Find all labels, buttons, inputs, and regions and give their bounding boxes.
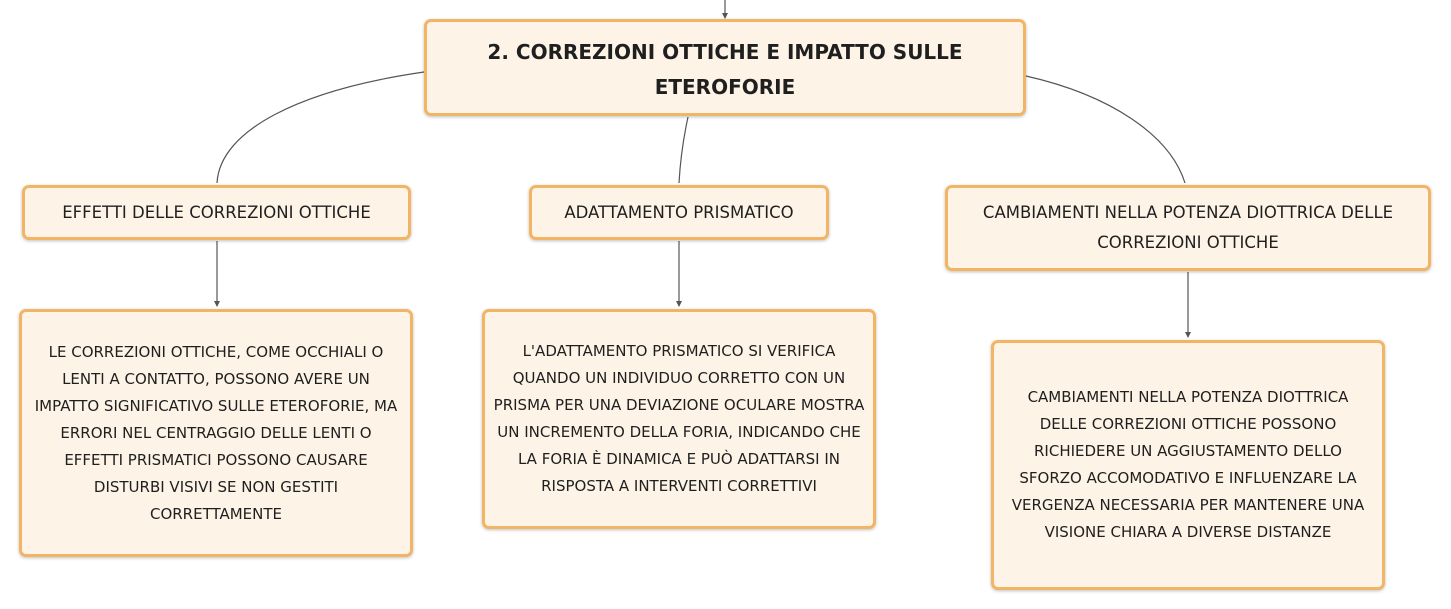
root-title-line-2: ETEROFORIE: [654, 74, 796, 99]
root-topic-node[interactable]: [424, 19, 1026, 116]
root-title-line-1: 2. CORREZIONI OTTICHE E IMPATTO SULLE: [487, 39, 963, 64]
detail-node-cambiamenti-potenza[interactable]: [991, 340, 1385, 590]
branch-node-adattamento-prismatico[interactable]: [529, 185, 829, 240]
detail-node-effetti-correzioni[interactable]: [19, 309, 413, 557]
connector-root-to-effetti: [217, 72, 424, 183]
connector-root-to-adattamento: [679, 117, 688, 183]
detail-node-adattamento-prismatico[interactable]: [482, 309, 876, 529]
branch-label: ADATTAMENTO PRISMATICO: [564, 202, 794, 222]
branch-label: EFFETTI DELLE CORREZIONI OTTICHE: [62, 202, 371, 222]
detail-text: L'ADATTAMENTO PRISMATICO SI VERIFICA QUANDO UN INDIVIDUO CORRETTO CON UN PRISMA PER UNA DEVIAZIONE OCULARE MOSTRA UN INCREMENTO DELLA FORIA, INDICANDO CHE LA FORIA È DINAMICA E PUÒ ADATTARSI IN RISPOSTA A INTERVENTI CORRETTIVI: [493, 342, 865, 495]
connector-root-to-cambiamenti: [1026, 76, 1185, 183]
branch-node-cambiamenti-potenza[interactable]: [945, 185, 1431, 271]
branch-label: CAMBIAMENTI NELLA POTENZA DIOTTRICA DELLE CORREZIONI OTTICHE: [982, 203, 1394, 252]
detail-text: LE CORREZIONI OTTICHE, COME OCCHIALI O LENTI A CONTATTO, POSSONO AVERE UN IMPATTO SIGNIFICATIVO SULLE ETEROFORIE, MA ERRORI NEL CENTRAGGIO DELLE LENTI O EFFETTI PRISMATICI POSSONO CAUSARE DISTURBI VISIVI SE NON GESTITI CORRETTAMENTE: [34, 342, 398, 523]
branch-node-effetti-correzioni[interactable]: [22, 185, 411, 240]
root-topic-title: [487, 35, 962, 105]
detail-text: CAMBIAMENTI NELLA POTENZA DIOTTRICA DELLE CORREZIONI OTTICHE POSSONO RICHIEDERE UN AGGIUSTAMENTO DELLO SFORZO ACCOMODATIVO E INFLUENZARE LA VERGENZA NECESSARIA PER MANTENERE UNA VISIONE CHIARA A DIVERSE DISTANZE: [1011, 388, 1365, 541]
